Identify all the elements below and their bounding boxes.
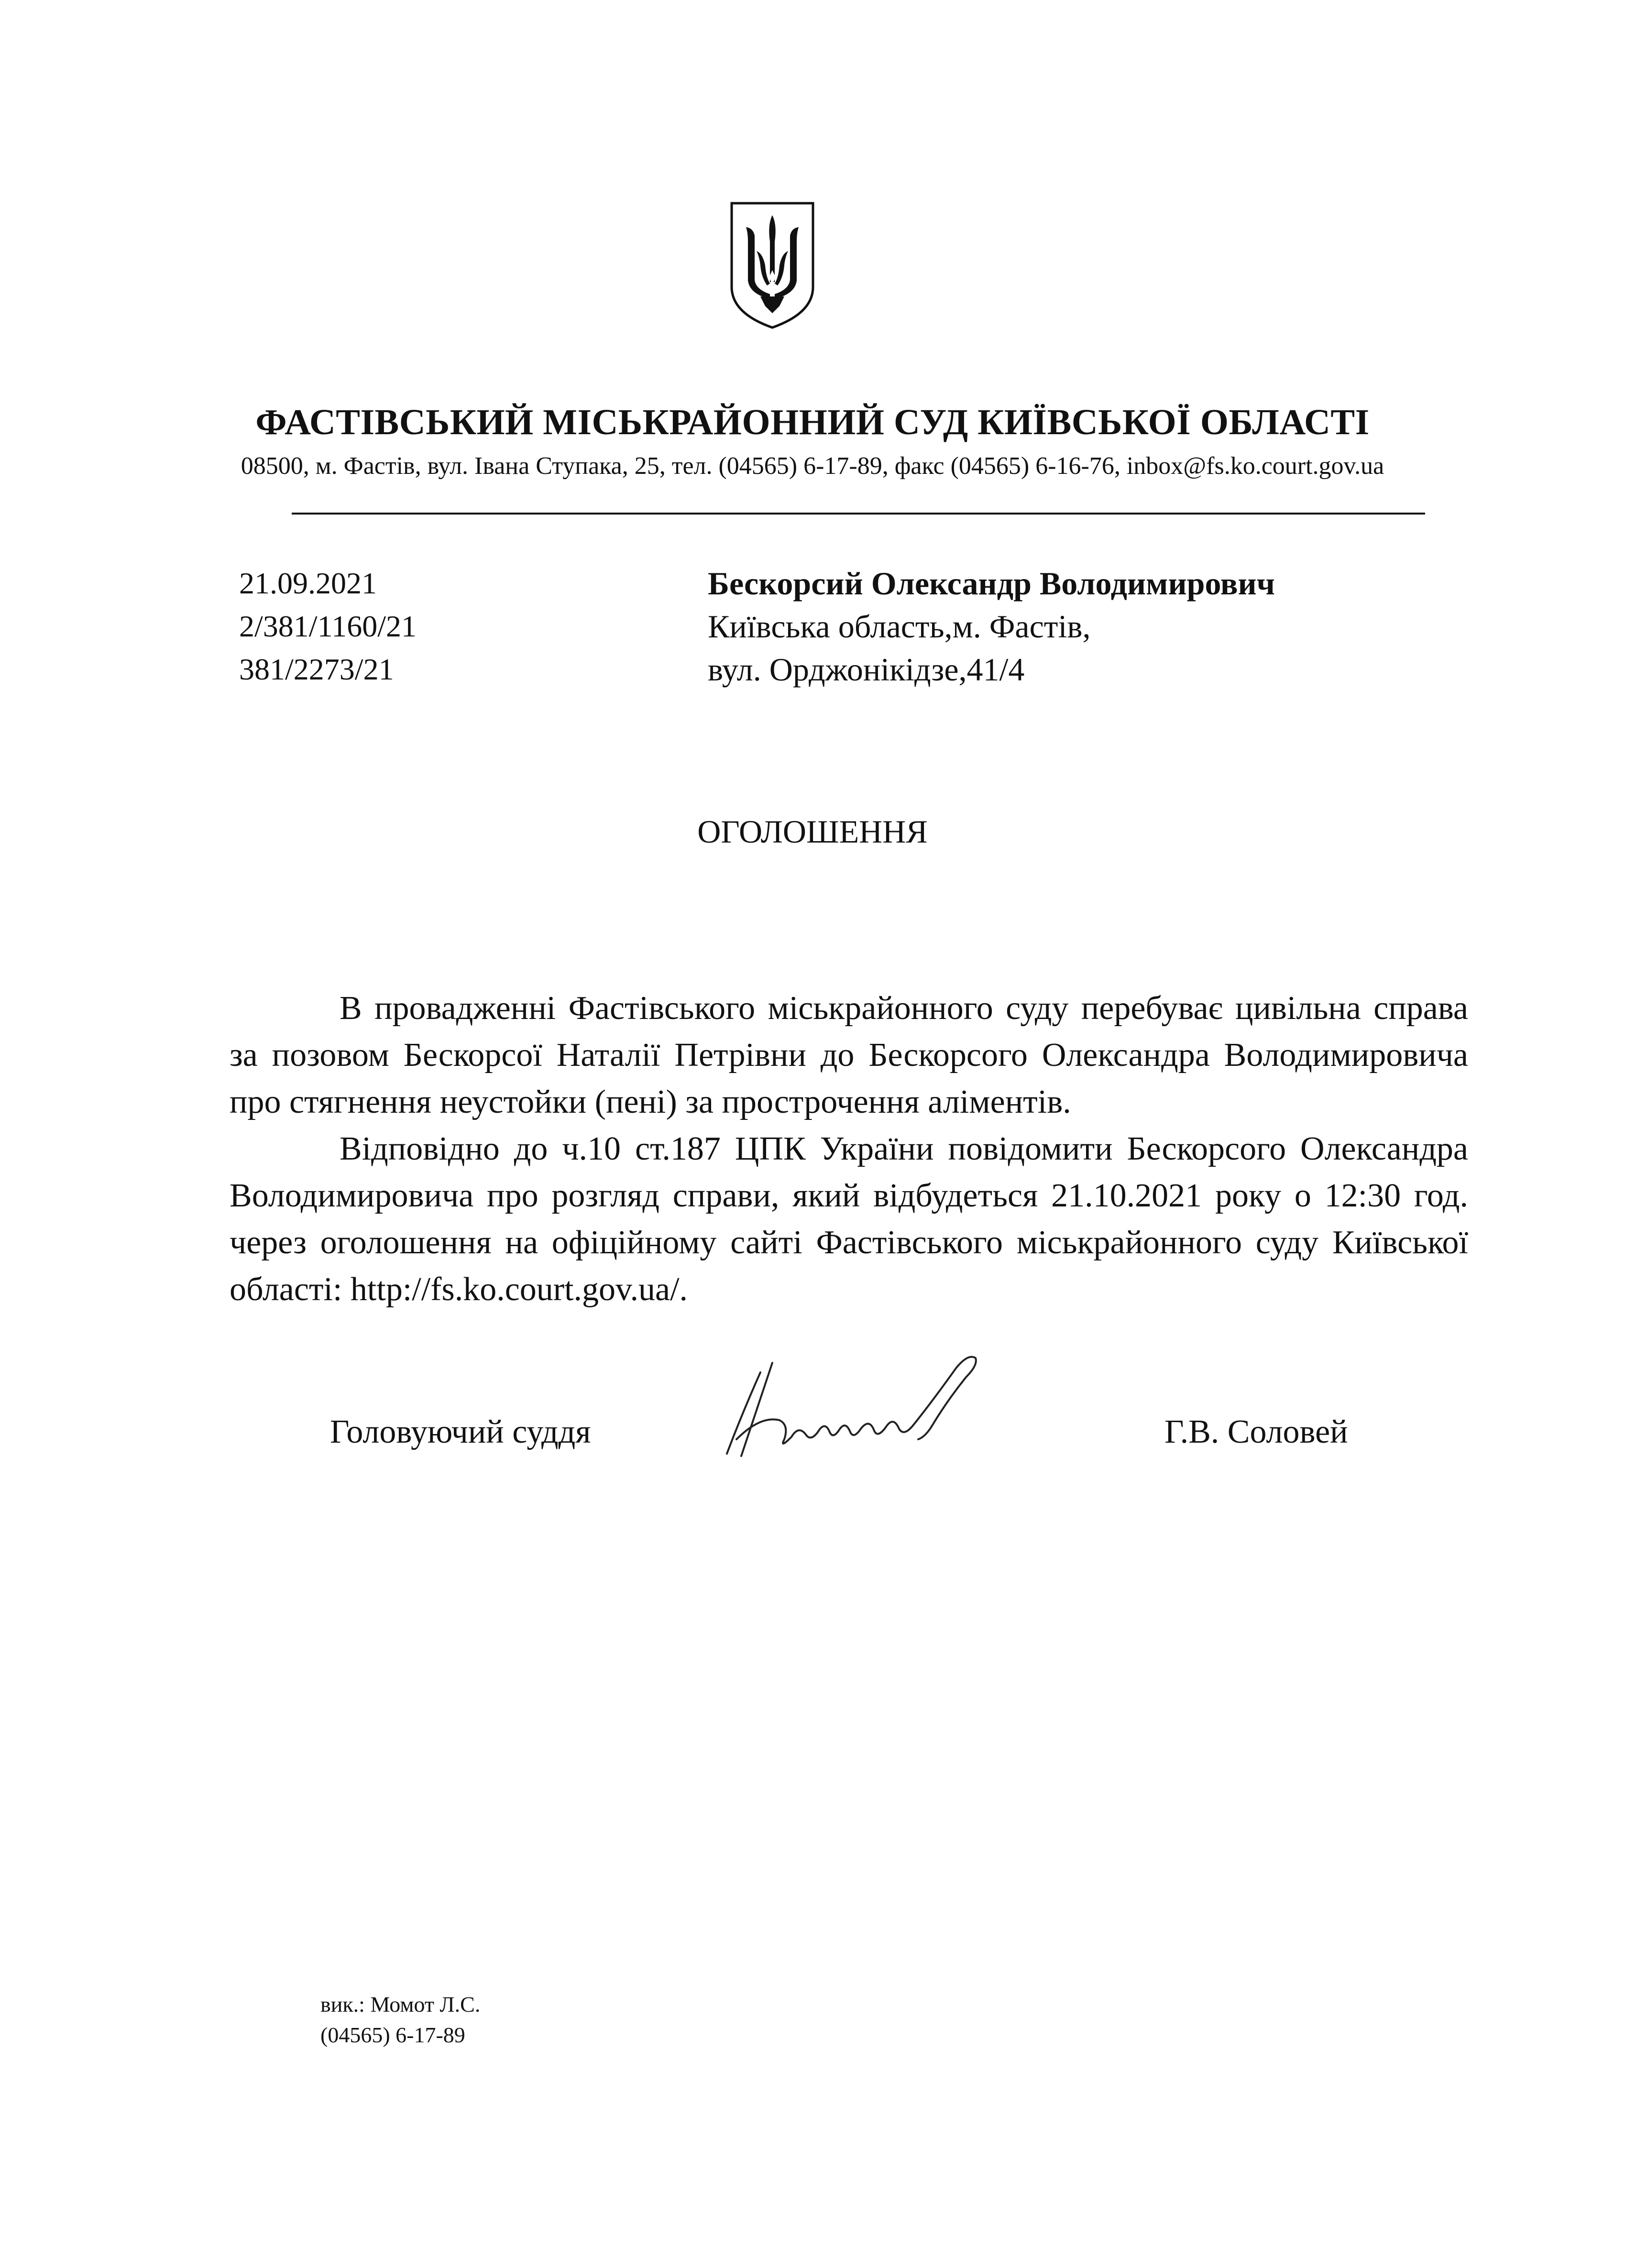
executor-phone: (04565) 6-17-89 xyxy=(320,2023,465,2047)
handwritten-signature-icon xyxy=(708,1344,1004,1468)
notice-paragraph-1: В провадженні Фастівського міськрайонного суду перебуває цивільна справа за позовом Бескорсої Наталії Петрівни до Бескорсого Олександра Володимировича про стягнення неустойки (пені) за прострочення аліментів. xyxy=(230,990,1468,1120)
executor-info xyxy=(320,1989,480,2050)
signatory-name: Г.В. Соловей xyxy=(1164,1413,1348,1450)
court-name: ФАСТІВСЬКИЙ МІСЬКРАЙОННИЙ СУД КИЇВСЬКОЇ ОБЛАСТІ xyxy=(255,402,1370,442)
notice-paragraph-2: Відповідно до ч.10 ст.187 ЦПК України повідомити Бескорсого Олександра Володимировича про розгляд справи, який відбудеться 21.10.2021 року о 12:30 год. через оголошення на офіційному сайті Фастівського міськрайонного суду Київської області: http://fs.ko.court.gov.ua/. xyxy=(230,1130,1468,1308)
court-address: 08500, м. Фастів, вул. Івана Ступака, 25, тел. (04565) 6-17-89, факс (04565) 6-16-76, inbox@fs.ko.court.gov.ua xyxy=(241,452,1384,480)
header-divider xyxy=(292,513,1425,515)
notice-body xyxy=(230,985,1468,1313)
trident-coat-of-arms-icon xyxy=(727,198,818,332)
recipient-address-line1: Київська область,м. Фастів, xyxy=(708,608,1091,645)
recipient-address-line2: вул. Орджонікідзе,41/4 xyxy=(708,651,1025,688)
document-meta xyxy=(239,562,417,691)
executor-name: вик.: Момот Л.С. xyxy=(320,1992,481,2016)
signatory-role: Головуючий суддя xyxy=(330,1413,591,1450)
reference-number: 2/381/1160/21 xyxy=(239,609,417,643)
recipient-block xyxy=(708,562,1275,691)
document-date: 21.09.2021 xyxy=(239,566,377,600)
recipient-name: Бескорсий Олександр Володимирович xyxy=(708,565,1275,602)
notice-heading: ОГОЛОШЕННЯ xyxy=(697,813,928,850)
case-number: 381/2273/21 xyxy=(239,652,394,686)
